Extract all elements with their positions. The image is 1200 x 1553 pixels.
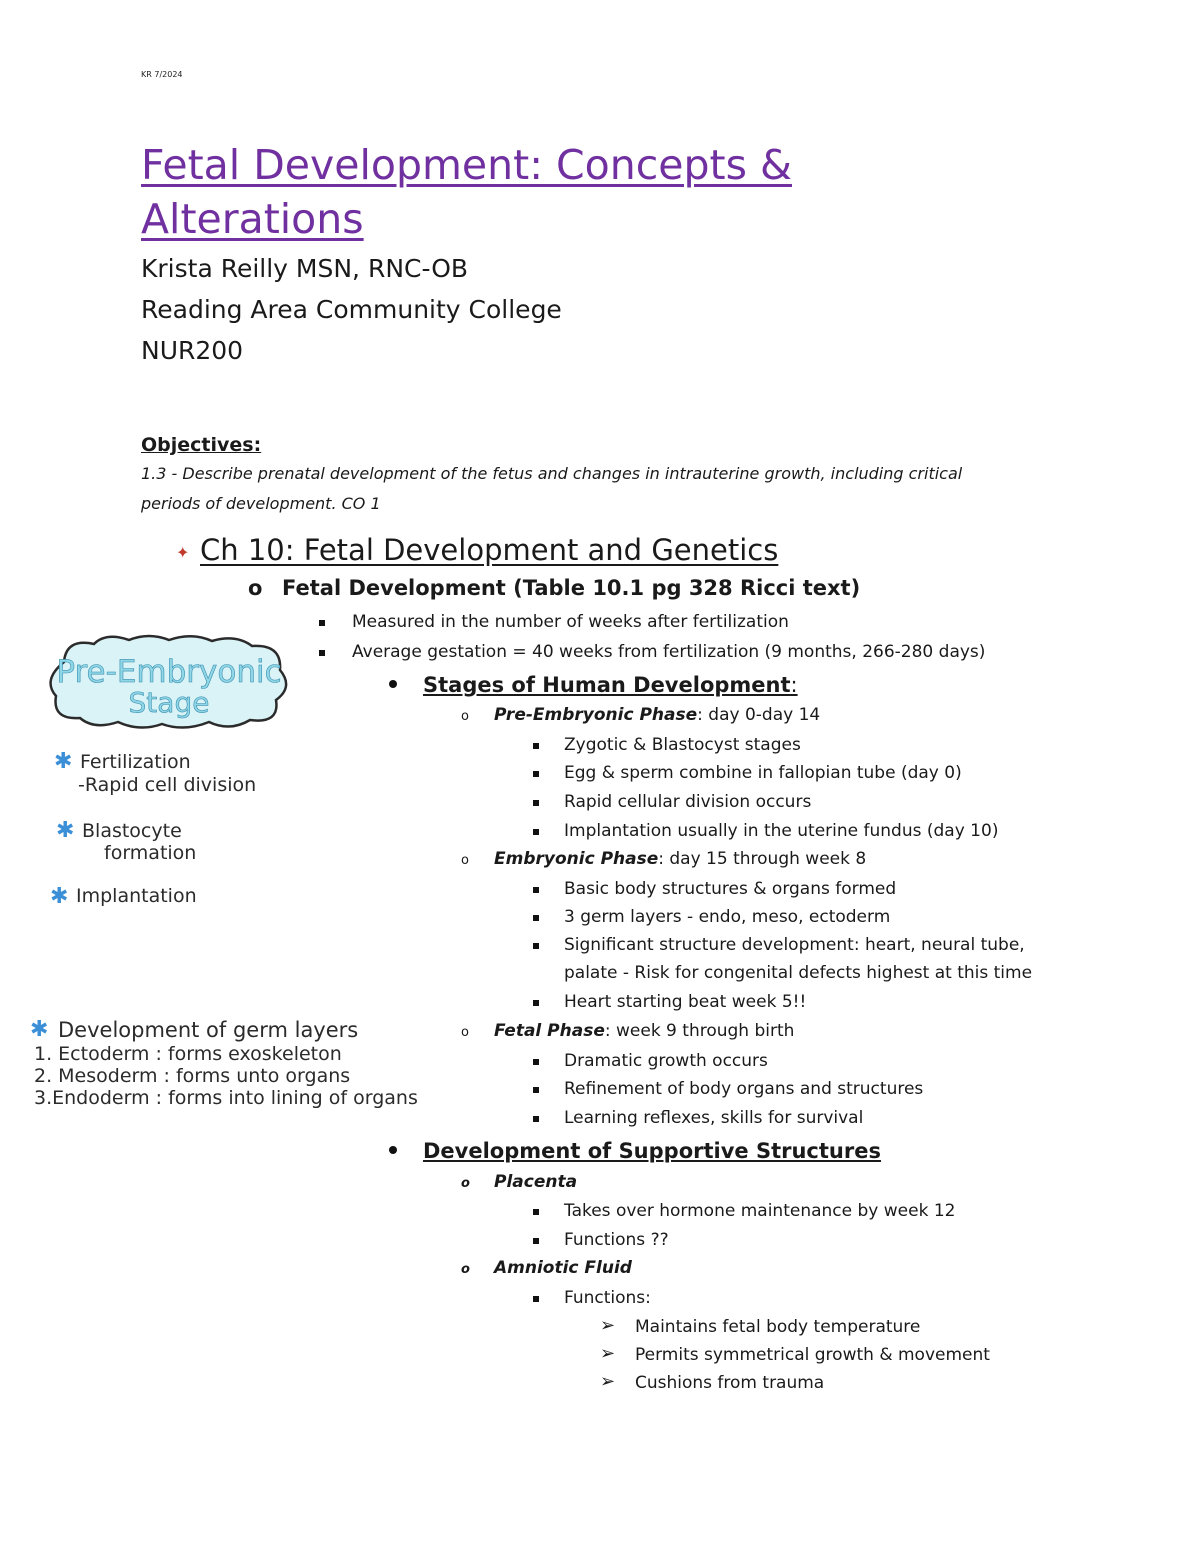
phase-name: Pre-Embryonic Phase — [494, 705, 698, 725]
list-item: Dramatic growth occurs — [564, 1051, 768, 1071]
square-bullet-icon — [533, 800, 539, 806]
chapter-heading — [176, 533, 778, 567]
document-title-line1: Fetal Development: Concepts & — [141, 141, 792, 189]
germ-layer-note: 1. Ectoderm : forms exoskeleton — [34, 1043, 342, 1065]
square-bullet-icon — [533, 743, 539, 749]
stages-heading-colon: : — [790, 673, 798, 697]
list-item: Functions: — [564, 1288, 651, 1308]
asterisk-icon: ✱ — [56, 818, 75, 843]
circle-bullet-icon: o — [461, 853, 469, 868]
square-bullet-icon — [533, 1238, 539, 1244]
arrow-bullet-icon: ➢ — [600, 1371, 616, 1392]
round-bullet-icon — [389, 1146, 397, 1154]
list-item: Learning reflexes, skills for survival — [564, 1108, 864, 1128]
square-bullet-icon — [533, 943, 539, 949]
asterisk-icon: ✱ — [54, 749, 73, 774]
chapter-title: Ch 10: Fetal Development and Genetics — [200, 533, 779, 567]
list-item: Takes over hormone maintenance by week 12 — [564, 1201, 956, 1221]
list-item-continuation: palate - Risk for congenital defects highest at this time — [564, 963, 1033, 983]
phase-pre-embryonic — [494, 705, 820, 725]
list-item: 3 germ layers - endo, meso, ectoderm — [564, 907, 891, 927]
header-note: KR 7/2024 — [141, 70, 183, 79]
list-item: Zygotic & Blastocyst stages — [564, 735, 801, 755]
square-bullet-icon — [533, 1296, 539, 1302]
placenta-label: Placenta — [494, 1172, 578, 1192]
phase-name: Embryonic Phase — [494, 849, 659, 869]
phase-detail: : day 0-day 14 — [697, 705, 821, 725]
square-bullet-icon — [533, 1209, 539, 1215]
square-bullet-icon — [533, 829, 539, 835]
circle-bullet-icon: o — [461, 1025, 469, 1040]
square-bullet-icon — [533, 1087, 539, 1093]
circle-bullet-icon: o — [461, 1176, 470, 1191]
phase-fetal — [494, 1021, 794, 1041]
list-item: Heart starting beat week 5!! — [564, 992, 807, 1012]
list-item: Permits symmetrical growth & movement — [635, 1345, 990, 1365]
list-item: Functions ?? — [564, 1230, 669, 1250]
square-bullet-icon — [533, 887, 539, 893]
section-title: Fetal Development (Table 10.1 pg 328 Ricci text) — [282, 576, 861, 600]
germ-layer-note: 3.Endoderm : forms into lining of organs — [34, 1087, 418, 1109]
amniotic-fluid-label: Amniotic Fluid — [494, 1258, 632, 1278]
stages-heading-text: Stages of Human Development — [423, 673, 791, 697]
list-item: Cushions from trauma — [635, 1373, 825, 1393]
section-heading — [248, 576, 860, 600]
square-bullet-icon — [533, 1000, 539, 1006]
sticker-note: Fertilization — [80, 751, 191, 773]
sticker-note: Implantation — [76, 885, 197, 907]
square-bullet-icon — [533, 771, 539, 777]
circle-bullet-icon: o — [248, 576, 263, 600]
asterisk-icon: ✱ — [30, 1017, 49, 1042]
list-item: Egg & sperm combine in fallopian tube (day 0) — [564, 763, 962, 783]
pre-embryonic-cloud-sticker — [44, 632, 294, 732]
germ-layers-heading: Development of germ layers — [58, 1018, 359, 1042]
arrow-bullet-icon: ➢ — [600, 1315, 616, 1336]
course-code: NUR200 — [141, 336, 244, 365]
square-bullet-icon — [533, 915, 539, 921]
germ-layer-note: 2. Mesoderm : forms unto organs — [34, 1065, 351, 1087]
square-bullet-icon — [319, 650, 325, 656]
phase-detail: : week 9 through birth — [604, 1021, 795, 1041]
cloud-title-line1: Pre-Embryonic — [56, 654, 282, 690]
sticker-note: formation — [104, 842, 197, 864]
list-item: Basic body structures & organs formed — [564, 879, 897, 899]
list-item: Average gestation = 40 weeks from fertilization (9 months, 266-280 days) — [352, 642, 986, 662]
phase-embryonic — [494, 849, 866, 869]
objective-line-2: periods of development. CO 1 — [141, 494, 381, 513]
objectives-label: Objectives: — [141, 434, 262, 456]
chapter-bullet-icon: ✦ — [176, 542, 190, 562]
phase-detail: : day 15 through week 8 — [658, 849, 867, 869]
arrow-bullet-icon: ➢ — [600, 1343, 616, 1364]
circle-bullet-icon: o — [461, 1262, 470, 1277]
stages-heading — [423, 673, 798, 697]
list-item: Maintains fetal body temperature — [635, 1317, 921, 1337]
square-bullet-icon — [533, 1059, 539, 1065]
institution-name: Reading Area Community College — [141, 295, 562, 324]
support-heading: Development of Supportive Structures — [423, 1139, 881, 1163]
list-item: Measured in the number of weeks after fertilization — [352, 612, 789, 632]
square-bullet-icon — [533, 1116, 539, 1122]
document-title-line2: Alterations — [141, 195, 364, 243]
round-bullet-icon — [389, 680, 397, 688]
sticker-note: Blastocyte — [82, 820, 182, 842]
objective-line-1: 1.3 - Describe prenatal development of the fetus and changes in intrauterine growth, including critical — [141, 464, 963, 483]
list-item: Significant structure development: heart, neural tube, — [564, 935, 1025, 955]
list-item: Rapid cellular division occurs — [564, 792, 812, 812]
list-item: Refinement of body organs and structures — [564, 1079, 924, 1099]
circle-bullet-icon: o — [461, 709, 469, 724]
author-name: Krista Reilly MSN, RNC-OB — [141, 254, 469, 283]
square-bullet-icon — [319, 620, 325, 626]
asterisk-icon: ✱ — [50, 884, 69, 909]
list-item: Implantation usually in the uterine fundus (day 10) — [564, 821, 999, 841]
phase-name: Fetal Phase — [494, 1021, 605, 1041]
sticker-note: -Rapid cell division — [78, 774, 257, 796]
cloud-title-line2: Stage — [128, 686, 210, 719]
